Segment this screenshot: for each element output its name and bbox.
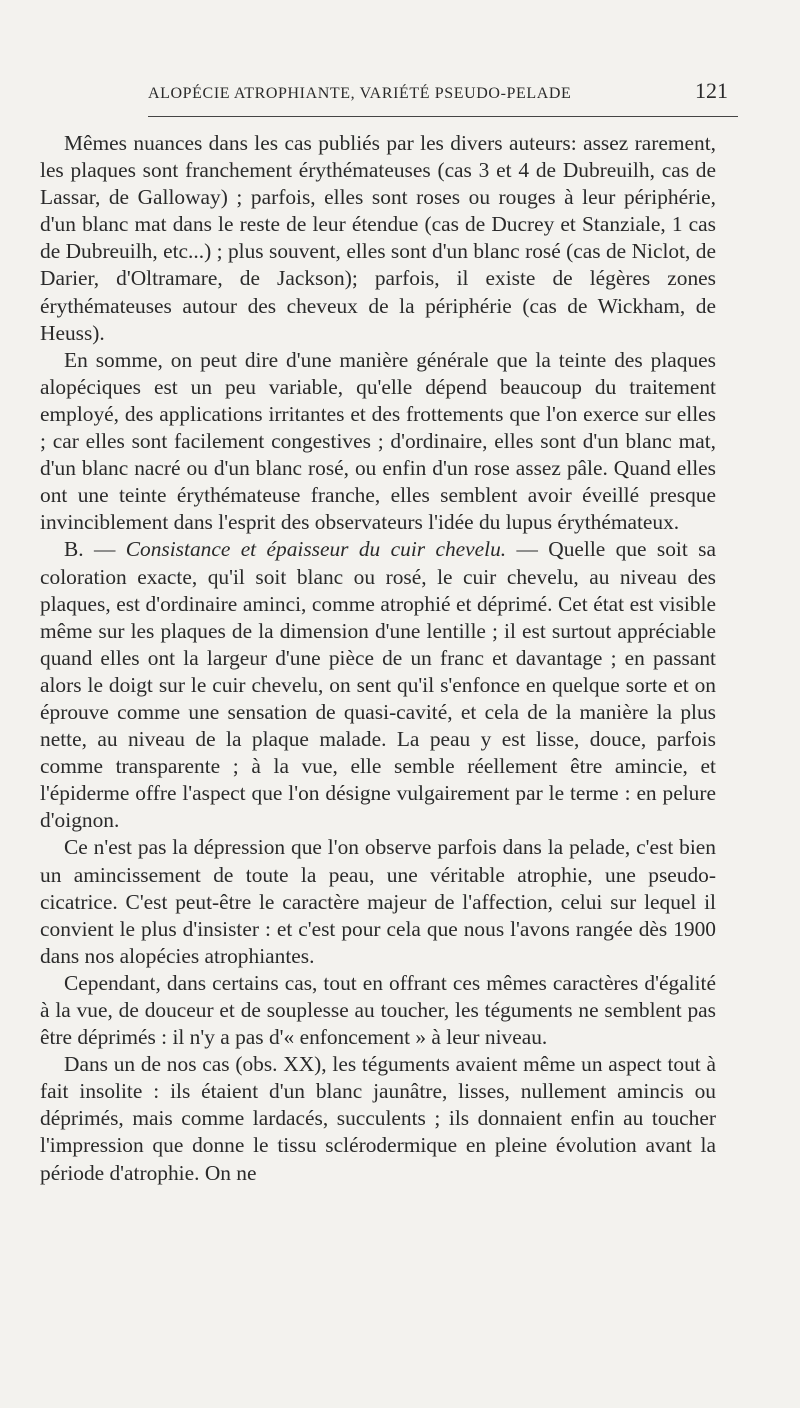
running-header — [148, 78, 728, 104]
running-title: ALOPÉCIE ATROPHIANTE, VARIÉTÉ PSEUDO-PELADE — [148, 85, 572, 102]
paragraph: Ce n'est pas la dépression que l'on observe parfois dans la pelade, c'est bien un amincissement de toute la peau, une véritable atrophie, une pseudo-cicatrice. C'est peut-être le caractère majeur de l'affection, celui sur lequel il convient le plus d'insister : et c'est pour cela que nous l'avons rangée dès 1900 dans nos alopécies atrophiantes. — [40, 835, 716, 968]
paragraph: Cependant, dans certains cas, tout en offrant ces mêmes caractères d'égalité à la vue, de douceur et de souplesse au toucher, les téguments ne semblent pas être déprimés : il n'y a pas d'« enfoncement » à leur niveau. — [40, 970, 716, 1050]
paragraph: Dans un de nos cas (obs. XX), les téguments avaient même un aspect tout à fait insolite : ils étaient d'un blanc jaunâtre, lisses, nullement amincis ou déprimés, mais comme lardacés, succulents ; ils donnaient enfin au toucher l'impression que donne le tissu sclérodermique en pleine évolution avant la période d'atrophie. On ne — [40, 1052, 716, 1185]
section-heading: Consistance et épaisseur du cuir chevelu. — [125, 537, 507, 562]
page-number: 121 — [695, 78, 728, 103]
paragraph — [40, 347, 716, 537]
paragraph-text: — Quelle que soit sa coloration exacte, qu'il soit blanc ou rosé, le cuir chevelu, au niveau des plaques, est d'ordinaire aminci, comme atrophié et déprimé. Cet état est visible même sur les plaques de la dimension d'une lentille ; il est surtout appréciable quand elles ont la largeur d'une pièce de un franc et davantage ; en passant alors le doigt sur le cuir chevelu, on sent qu'il s'enfonce en quelque sorte et on éprouve comme une sensation de quasi-cavité, et cela de la manière la plus nette, au niveau de la plaque malade. La peau y est lisse, douce, parfois comme transparente ; à la vue, elle semble réellement être amincie, et l'épiderme offre l'aspect que l'on désigne vulgairement par le terme : en pelure d'oignon. — [40, 537, 716, 833]
paragraph — [40, 536, 716, 834]
body-text — [40, 130, 716, 1187]
paragraph: Mêmes nuances dans les cas publiés par les divers auteurs: assez rarement, les plaques sont franchement érythémateuses (cas 3 et 4 de Dubreuilh, cas de Lassar, de Galloway) ; parfois, elles sont roses ou rouges à leur périphérie, d'un blanc mat dans le reste de leur étendue (cas de Ducrey et Stanziale, 1 cas de Dubreuilh, etc...) ; plus souvent, elles sont d'un blanc rosé (cas de Niclot, de Darier, d'Oltramare, de Jackson); parfois, il existe de légères zones érythémateuses autour des cheveux de la périphérie (cas de Wickham, de Heuss). — [40, 131, 716, 345]
section-lead: En somme, on peut dire d'une manière générale que la teinte des plaques alopéciques est un peu variable, qu'elle dépend beaucoup du traitement employé, des applications irritantes et des frottements que l'on exerce sur elles ; car elles sont facilement congestives ; d'ordinaire, elles sont d'un blanc mat, d'un blanc nacré ou d'un blanc rosé, ou enfin d'un rose assez pâle. Quand elles ont une teinte érythémateuse franche, elles semblent avoir éveillé presque invinciblement dans l'esprit des observateurs l'idée du lupus érythémateux. — [40, 347, 716, 535]
header-rule — [148, 116, 738, 117]
section-marker: B. — — [64, 537, 126, 562]
